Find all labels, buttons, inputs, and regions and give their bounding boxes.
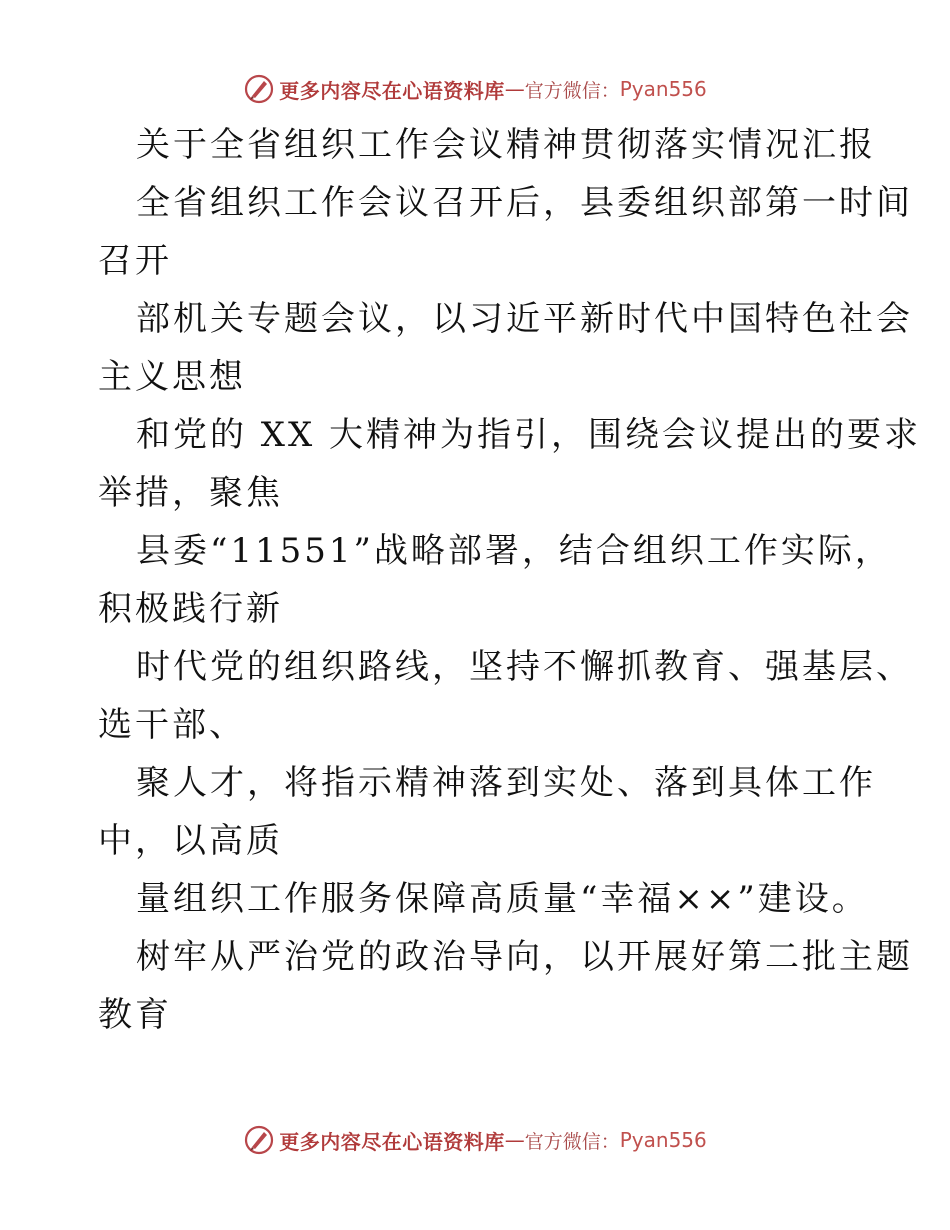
watermark-main-text: 更多内容尽在心语资料库 bbox=[279, 78, 505, 103]
document-body bbox=[98, 116, 922, 1044]
document-line: 举措，聚焦 bbox=[98, 473, 283, 513]
document-line: 树牢从严治党的政治导向，以开展好第二批主题 bbox=[136, 937, 913, 977]
document-line: 主义思想 bbox=[98, 357, 246, 397]
watermark-id: Pyan556 bbox=[619, 77, 707, 101]
quill-logo-icon bbox=[243, 1124, 275, 1156]
document-line: 县委“11551”战略部署，结合组织工作实际， bbox=[136, 531, 892, 571]
watermark-sub-text: 官方微信： bbox=[524, 1130, 620, 1153]
document-line: 全省组织工作会议召开后，县委组织部第一时间 bbox=[136, 183, 913, 223]
watermark-dash: — bbox=[504, 77, 525, 101]
document-line: 召开 bbox=[98, 241, 172, 281]
header-watermark bbox=[0, 72, 950, 106]
document-line: 教育 bbox=[98, 995, 172, 1035]
watermark-main-text: 更多内容尽在心语资料库 bbox=[279, 1129, 505, 1154]
watermark-id: Pyan556 bbox=[619, 1128, 707, 1152]
footer-watermark bbox=[0, 1123, 950, 1157]
document-line: 量组织工作服务保障高质量“幸福××”建设。 bbox=[136, 879, 869, 919]
document-line: 积极践行新 bbox=[98, 589, 283, 629]
document-line: 聚人才，将指示精神落到实处、落到具体工作 bbox=[136, 763, 876, 803]
watermark-dash: — bbox=[504, 1128, 525, 1152]
watermark-sub-text: 官方微信： bbox=[524, 79, 620, 102]
document-line: 选干部、 bbox=[98, 705, 246, 745]
document-line: 时代党的组织路线，坚持不懈抓教育、强基层、 bbox=[136, 647, 913, 687]
document-line: 部机关专题会议，以习近平新时代中国特色社会 bbox=[136, 299, 913, 339]
document-line: 和党的 XX 大精神为指引，围绕会议提出的要求 bbox=[136, 415, 922, 455]
quill-logo-icon bbox=[243, 73, 275, 105]
document-line: 关于全省组织工作会议精神贯彻落实情况汇报 bbox=[136, 125, 876, 165]
document-line: 中，以高质 bbox=[98, 821, 283, 861]
